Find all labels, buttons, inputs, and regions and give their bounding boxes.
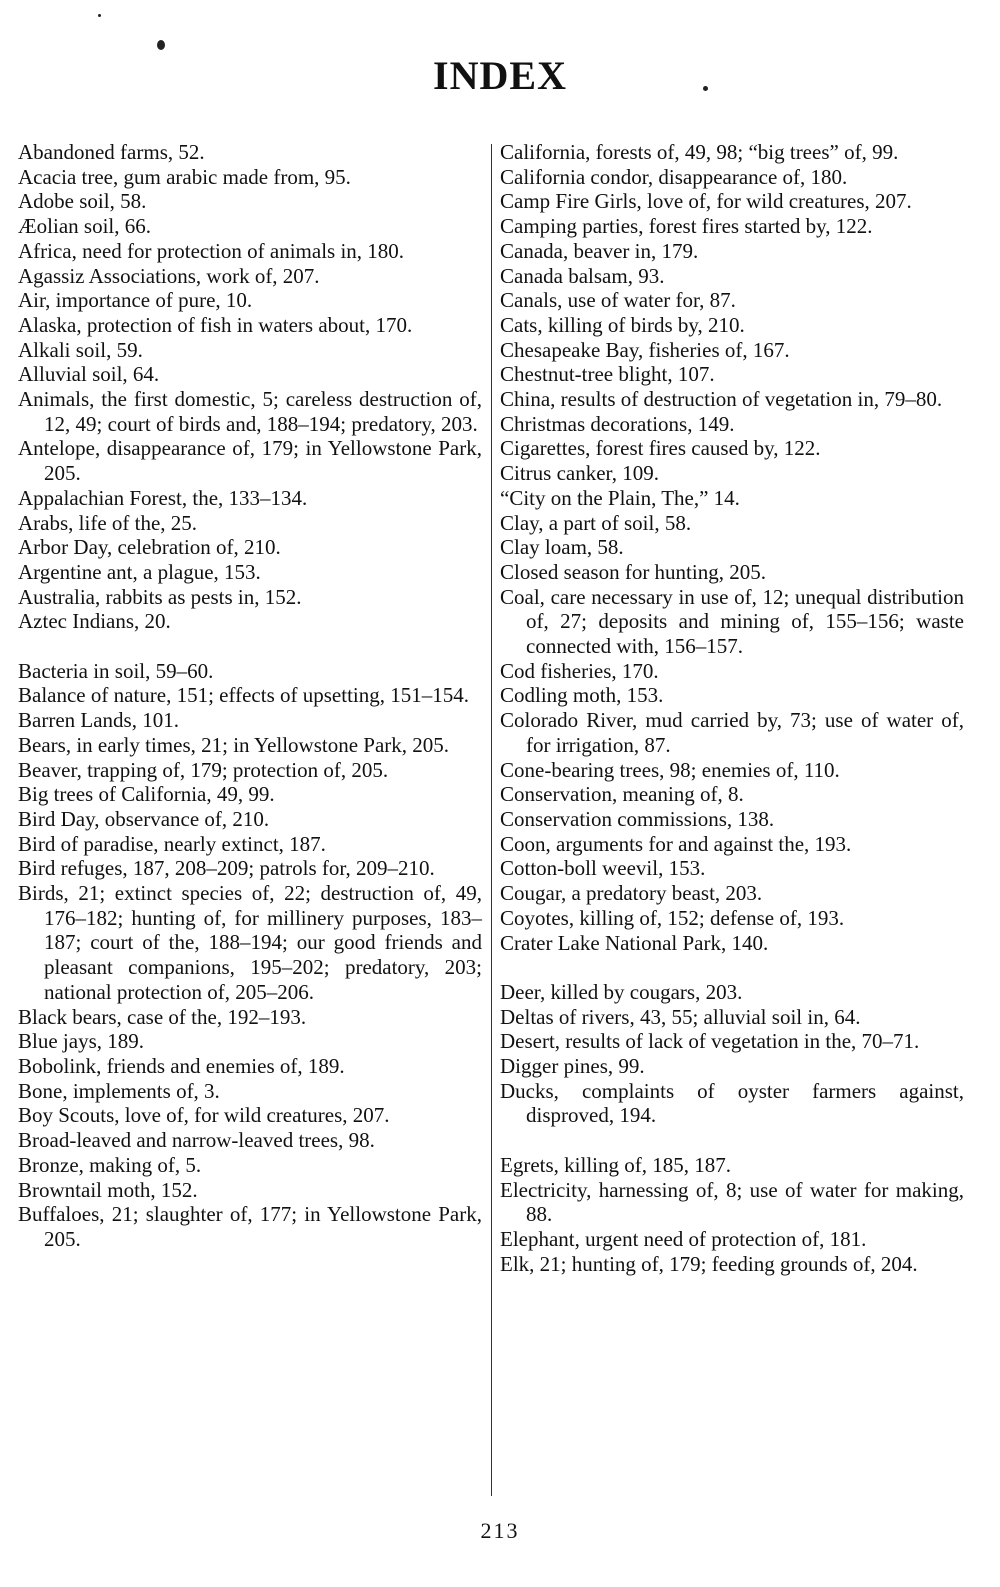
index-entry: Boy Scouts, love of, for wild creatures, 207. — [18, 1103, 390, 1128]
index-entry: California, forests of, 49, 98; “big trees” of, 99. — [500, 140, 899, 164]
index-entry: Elephant, urgent need of protection of, 181. — [500, 1226, 867, 1251]
index-entry: Deer, killed by cougars, 203. — [500, 979, 743, 1004]
index-entry: Abandoned farms, 52. — [18, 140, 205, 164]
ink-speck — [98, 14, 101, 17]
index-entry: Camping parties, forest fires started by, 122. — [500, 214, 873, 239]
index-entry: Blue jays, 189. — [18, 1029, 144, 1054]
index-entry: Alluvial soil, 64. — [18, 362, 160, 387]
index-entry: Christmas decorations, 149. — [500, 411, 735, 436]
page-number: 213 — [480, 1518, 520, 1543]
section-gap — [500, 955, 964, 980]
index-entry: Bone, implements of, 3. — [18, 1078, 220, 1103]
index-entry: Cougar, a predatory beast, 203. — [500, 881, 763, 906]
index-entry: Coyotes, killing of, 152; defense of, 193. — [500, 905, 845, 930]
index-entry: Bronze, making of, 5. — [18, 1152, 202, 1177]
index-entry: Barren Lands, 101. — [18, 708, 179, 733]
index-entry: Cone-bearing trees, 98; enemies of, 110. — [500, 757, 840, 782]
index-entry: Air, importance of pure, 10. — [18, 288, 253, 313]
ink-speck — [703, 86, 708, 91]
index-entry: Alkali soil, 59. — [18, 337, 143, 362]
index-entry: Æolian soil, 66. — [18, 214, 152, 239]
index-entry: Buffaloes, 21; slaughter of, 177; in Yellowstone Park, 205. — [18, 1202, 482, 1251]
section-gap — [18, 634, 482, 659]
index-entry: Arbor Day, celebration of, 210. — [18, 535, 281, 560]
index-entry: Canals, use of water for, 87. — [500, 288, 736, 313]
index-entry: Balance of nature, 151; effects of upsetting, 151–154. — [18, 683, 469, 708]
index-entry: Egrets, killing of, 185, 187. — [500, 1152, 731, 1177]
index-entry: Bears, in early times, 21; in Yellowstone Park, 205. — [18, 732, 450, 757]
index-entry: Bird Day, observance of, 210. — [18, 806, 270, 831]
index-entry: Agassiz Associations, work of, 207. — [18, 263, 320, 288]
index-entry: Black bears, case of the, 192–193. — [18, 1004, 307, 1029]
index-entry: Coal, care necessary in use of, 12; unequal distribution of, 27; deposits and mining of, 155–156; waste connected with, 156–157. — [500, 584, 964, 659]
index-entry: Closed season for hunting, 205. — [500, 559, 766, 584]
index-entry: Electricity, harnessing of, 8; use of water for making, 88. — [500, 1177, 964, 1227]
page-title: INDEX — [433, 53, 567, 98]
index-entry: Australia, rabbits as pests in, 152. — [18, 584, 302, 609]
index-entry: Digger pines, 99. — [500, 1054, 645, 1078]
index-entry: Bird refuges, 187, 208–209; patrols for, 209–210. — [18, 856, 435, 881]
index-entry: Chestnut-tree blight, 107. — [500, 362, 715, 387]
index-entry: Chesapeake Bay, fisheries of, 167. — [500, 337, 790, 362]
index-entry: China, results of destruction of vegetation in, 79–80. — [500, 387, 943, 412]
index-entry: Coon, arguments for and against the, 193. — [500, 831, 852, 856]
index-entry: Canada, beaver in, 179. — [500, 238, 699, 263]
index-entry: Camp Fire Girls, love of, for wild creatures, 207. — [500, 189, 912, 214]
index-entry: Acacia tree, gum arabic made from, 95. — [18, 164, 351, 189]
index-entry: Argentine ant, a plague, 153. — [18, 559, 261, 584]
ink-speck — [157, 40, 165, 50]
index-entry: Desert, results of lack of vegetation in the, 70–71. — [500, 1029, 920, 1054]
index-entry: Africa, need for protection of animals in, 180. — [18, 238, 405, 263]
index-entry: Conservation, meaning of, 8. — [500, 782, 744, 807]
index-column-right — [500, 140, 964, 1276]
index-entry: Birds, 21; extinct species of, 22; destruction of, 49, 176–182; hunting of, for millinery purposes, 183–187; court of the, 188–194; our good friends and pleasant companions, 195–202; predatory, 203; national protection of, 205–206. — [18, 881, 482, 1004]
index-entry: Elk, 21; hunting of, 179; feeding grounds of, 204. — [500, 1251, 918, 1276]
index-entry: Deltas of rivers, 43, 55; alluvial soil in, 64. — [500, 1004, 861, 1029]
index-entry: “City on the Plain, The,” 14. — [500, 485, 740, 510]
index-entry: Browntail moth, 152. — [18, 1177, 198, 1202]
index-entry: Conservation commissions, 138. — [500, 806, 775, 831]
index-entry: Adobe soil, 58. — [18, 189, 147, 214]
index-column-left — [18, 140, 482, 1252]
index-entry: Big trees of California, 49, 99. — [18, 782, 275, 807]
index-entry: Cats, killing of birds by, 210. — [500, 312, 745, 337]
column-divider — [491, 144, 492, 1496]
index-entry: Clay loam, 58. — [500, 535, 624, 560]
section-gap — [500, 1128, 964, 1153]
index-entry: California condor, disappearance of, 180. — [500, 164, 848, 189]
index-entry: Animals, the first domestic, 5; careless destruction of, 12, 49; court of birds and, 188–194; predatory, 203. — [18, 387, 482, 436]
index-entry: Ducks, complaints of oyster farmers against, disproved, 194. — [500, 1078, 964, 1128]
index-entry: Citrus canker, 109. — [500, 461, 659, 486]
index-entry: Aztec Indians, 20. — [18, 609, 171, 634]
index-entry: Colorado River, mud carried by, 73; use of water of, for irrigation, 87. — [500, 708, 964, 757]
index-entry: Cotton-boll weevil, 153. — [500, 856, 706, 881]
index-entry: Canada balsam, 93. — [500, 263, 665, 288]
index-entry: Clay, a part of soil, 58. — [500, 510, 692, 535]
index-entry: Crater Lake National Park, 140. — [500, 930, 769, 955]
index-entry: Appalachian Forest, the, 133–134. — [18, 485, 308, 510]
index-entry: Beaver, trapping of, 179; protection of, 205. — [18, 757, 389, 782]
index-entry: Cigarettes, forest fires caused by, 122. — [500, 436, 821, 461]
index-entry: Antelope, disappearance of, 179; in Yellowstone Park, 205. — [18, 436, 482, 486]
index-entry: Bird of paradise, nearly extinct, 187. — [18, 831, 326, 856]
index-entry: Arabs, life of the, 25. — [18, 510, 198, 535]
index-entry: Bacteria in soil, 59–60. — [18, 658, 214, 683]
index-entry: Bobolink, friends and enemies of, 189. — [18, 1054, 345, 1078]
index-entry: Alaska, protection of fish in waters about, 170. — [18, 312, 413, 337]
index-entry: Broad-leaved and narrow-leaved trees, 98. — [18, 1128, 375, 1153]
index-entry: Codling moth, 153. — [500, 683, 664, 708]
index-entry: Cod fisheries, 170. — [500, 658, 659, 683]
